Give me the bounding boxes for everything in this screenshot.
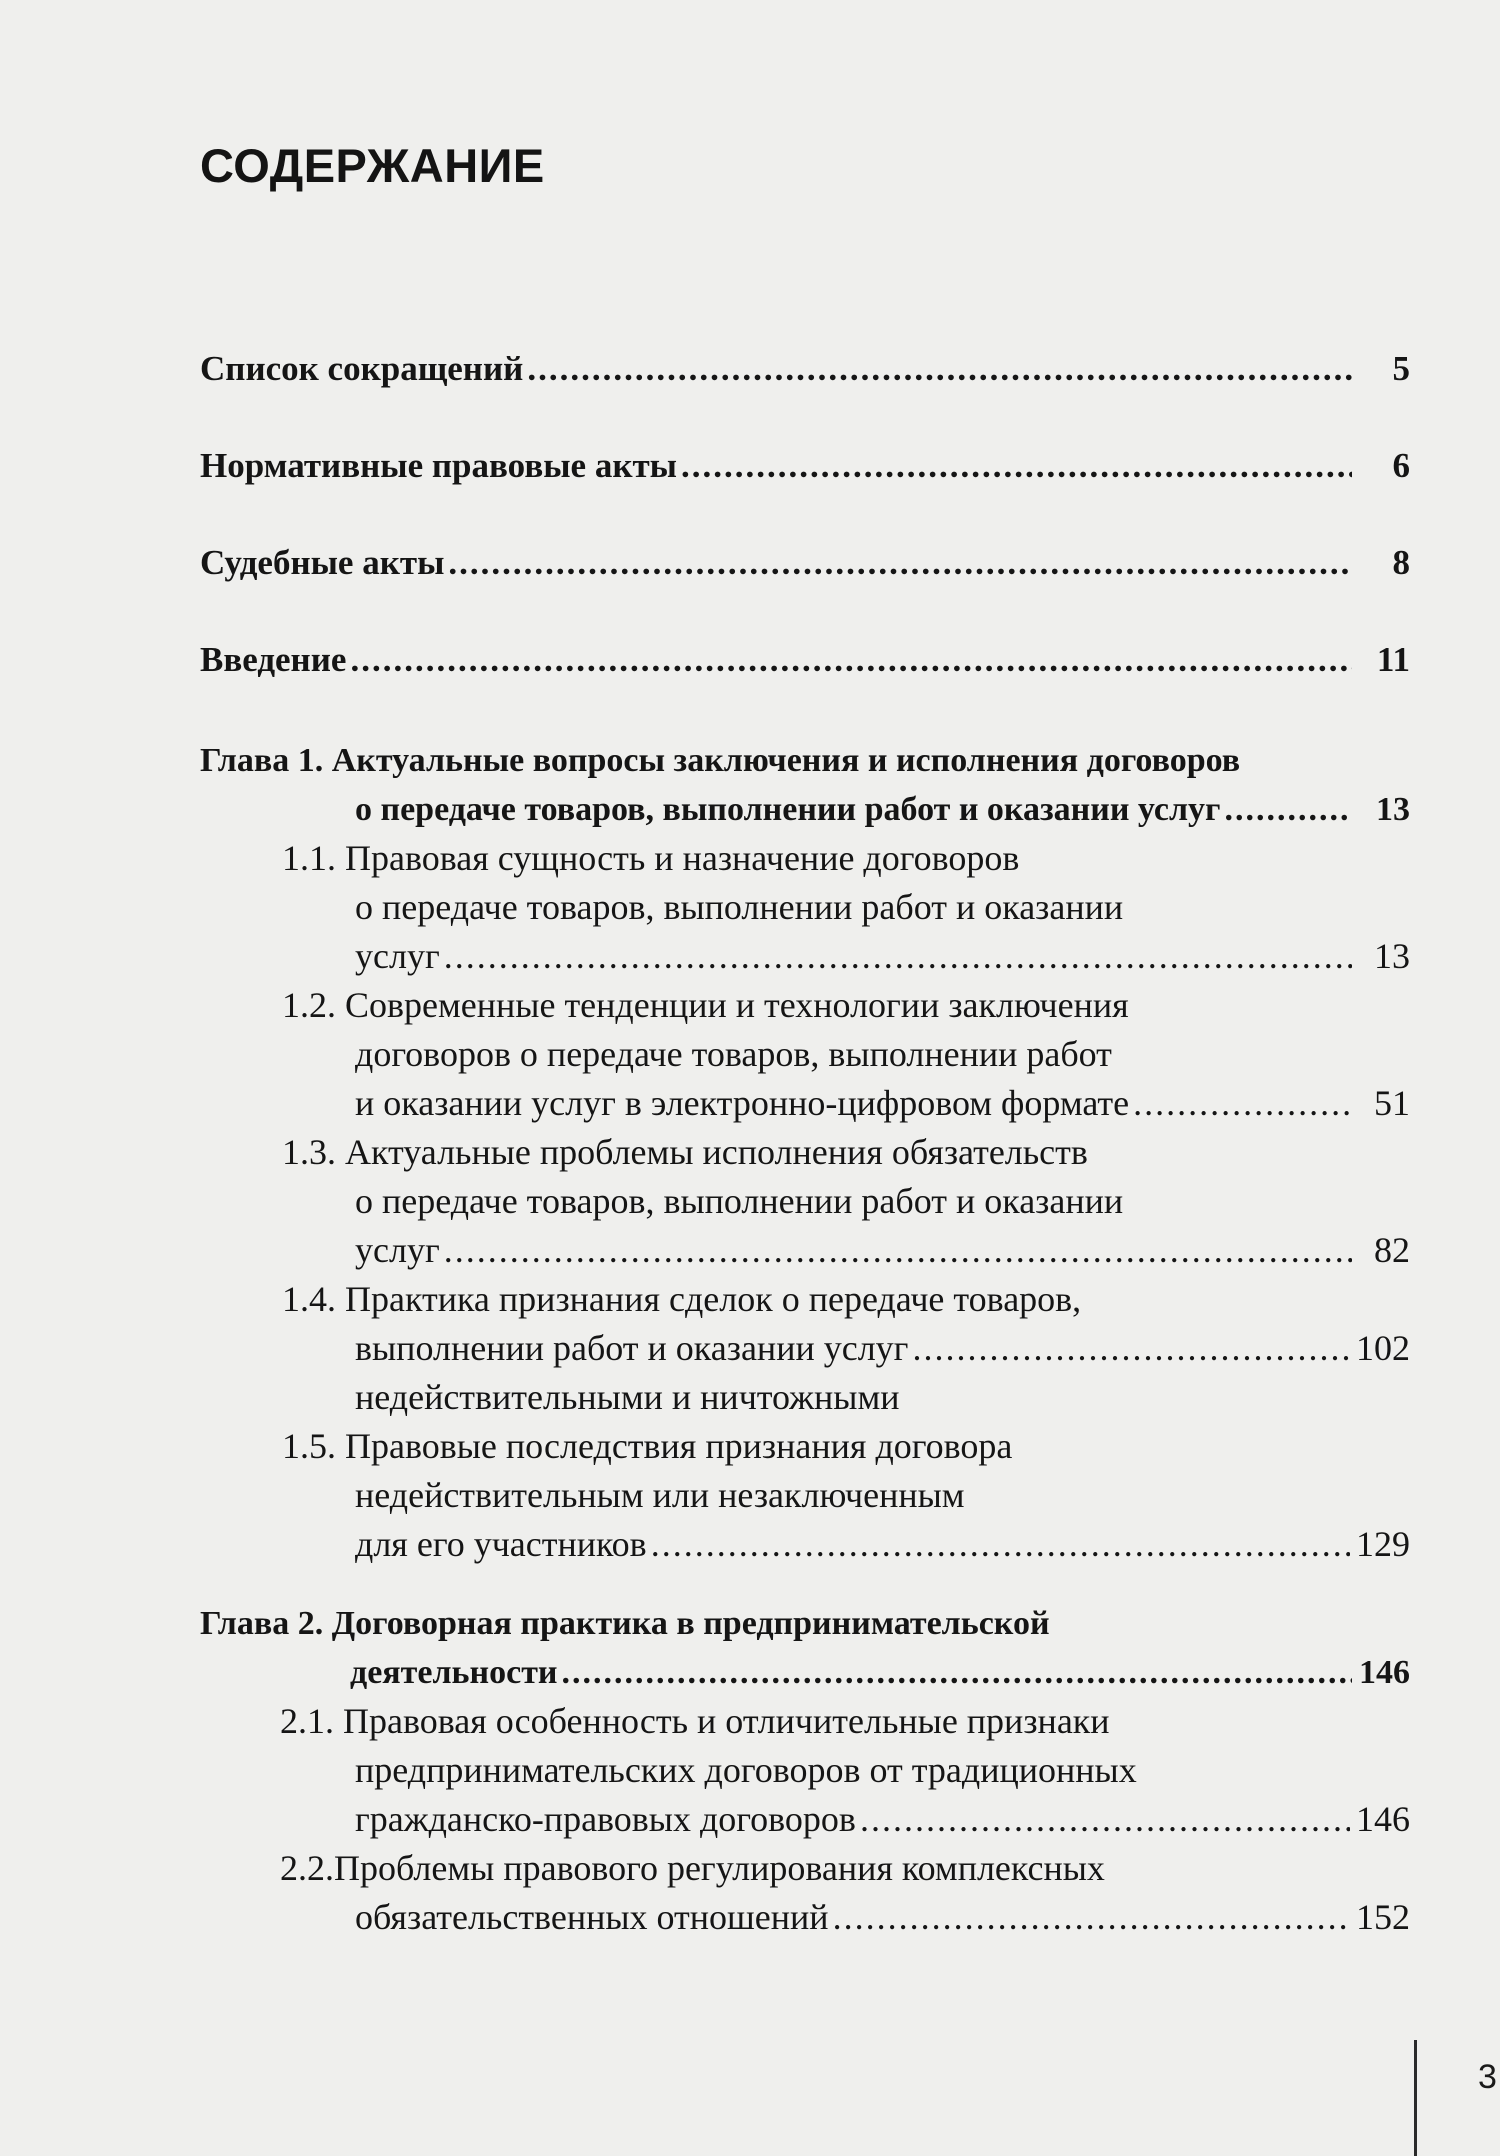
toc-entry-title-line: о передаче товаров, выполнении работ и оказании услуг — [355, 791, 1221, 828]
toc-entry-title-line: Глава 1. Актуальные вопросы заключения и исполнения договоров — [200, 742, 1241, 779]
dot-leader — [681, 441, 1352, 490]
toc-page-number: 146 — [1359, 1654, 1410, 1691]
table-of-contents — [200, 344, 1410, 1942]
toc-entry-court-acts[interactable] — [200, 538, 1410, 587]
toc-entry-title: Список сокращений — [200, 349, 524, 388]
toc-entry-title-line: 2.2.Проблемы правового регулирования комплексных — [280, 1848, 1105, 1888]
toc-entry-title-line: недействительным или незаключенным — [355, 1475, 965, 1515]
toc-entry-title-line: 1.3. Актуальные проблемы исполнения обязательств — [282, 1132, 1088, 1172]
toc-entry-title-line: услуг — [355, 936, 440, 976]
toc-page-number: 129 — [1356, 1524, 1410, 1564]
toc-entry-section-1-4[interactable] — [200, 1275, 1410, 1422]
toc-page-number: 82 — [1374, 1230, 1410, 1270]
toc-entry-title-line: услуг — [355, 1230, 440, 1270]
toc-entry-title-line: договоров о передаче товаров, выполнении работ — [355, 1034, 1112, 1074]
toc-page-number: 146 — [1356, 1799, 1410, 1839]
toc-entry-title-line: обязательственных отношений — [355, 1897, 829, 1937]
toc-entry-title-line: 2.1. Правовая особенность и отличительные признаки — [280, 1701, 1110, 1741]
toc-entry-title-line: гражданско-правовых договоров — [355, 1799, 856, 1839]
toc-entry-normative-acts[interactable] — [200, 441, 1410, 490]
dot-leader — [527, 344, 1352, 393]
page-edge-rule — [1414, 2040, 1417, 2156]
toc-page-number: 51 — [1374, 1083, 1410, 1123]
toc-entry-introduction[interactable] — [200, 635, 1410, 684]
toc-page-number: 152 — [1356, 1897, 1410, 1937]
toc-entry-title: Судебные акты — [200, 543, 445, 582]
toc-entry-section-1-5[interactable] — [200, 1422, 1410, 1569]
toc-page-number: 13 — [1374, 936, 1410, 976]
toc-entry-chapter-1[interactable] — [200, 736, 1410, 834]
toc-entry-title-line: Глава 2. Договорная практика в предпринимательской — [200, 1605, 1050, 1642]
toc-entry-title-line: о передаче товаров, выполнении работ и оказании — [355, 1181, 1124, 1221]
page-number: 3 — [1478, 2058, 1497, 2096]
toc-entry-title-line: 1.4. Практика признания сделок о передаче товаров, — [282, 1279, 1082, 1319]
toc-entry-chapter-2[interactable] — [200, 1599, 1410, 1697]
toc-entry-section-1-1[interactable] — [200, 834, 1410, 981]
toc-entry-section-1-2[interactable] — [200, 981, 1410, 1128]
toc-page-number: 11 — [1376, 640, 1410, 679]
toc-entry-title: Нормативные правовые акты — [200, 446, 678, 485]
dot-leader — [1224, 785, 1352, 834]
dot-leader — [833, 1893, 1350, 1942]
toc-entry-title-line: 1.2. Современные тенденции и технологии заключения — [282, 985, 1129, 1025]
toc-entry-section-1-3[interactable] — [200, 1128, 1410, 1275]
toc-entry-title-line: выполнении работ и оказании услуг — [355, 1328, 909, 1368]
toc-entry-title-line: недействительными и ничтожными — [355, 1377, 900, 1417]
toc-entry-title-line: 1.5. Правовые последствия признания договора — [282, 1426, 1013, 1466]
dot-leader — [444, 932, 1352, 981]
toc-entry-abbreviations[interactable] — [200, 344, 1410, 393]
toc-entry-title-line: деятельности — [350, 1654, 558, 1691]
toc-page-number: 102 — [1356, 1328, 1410, 1368]
toc-page-number: 6 — [1392, 446, 1410, 485]
dot-leader — [651, 1520, 1350, 1569]
dot-leader — [350, 635, 1352, 684]
toc-entry-title-line: о передаче товаров, выполнении работ и оказании — [355, 887, 1124, 927]
dot-leader — [448, 538, 1352, 587]
dot-leader — [1133, 1079, 1352, 1128]
toc-entry-title-line: 1.1. Правовая сущность и назначение договоров — [282, 838, 1020, 878]
toc-entry-title-line: предпринимательских договоров от традиционных — [355, 1750, 1137, 1790]
toc-entry-title: Введение — [200, 640, 347, 679]
toc-page-number: 8 — [1392, 543, 1410, 582]
toc-entry-title-line: для его участников — [355, 1524, 647, 1564]
toc-page-number: 5 — [1392, 349, 1410, 388]
toc-entry-section-2-1[interactable] — [200, 1697, 1410, 1844]
toc-entry-section-2-2[interactable] — [200, 1844, 1410, 1942]
dot-leader — [912, 1324, 1350, 1373]
page-title: СОДЕРЖАНИЕ — [200, 139, 545, 192]
dot-leader — [562, 1648, 1352, 1697]
toc-entry-title-line: и оказании услуг в электронно-цифровом формате — [355, 1083, 1130, 1123]
dot-leader — [860, 1795, 1350, 1844]
dot-leader — [444, 1226, 1352, 1275]
toc-page-number: 13 — [1376, 791, 1410, 828]
